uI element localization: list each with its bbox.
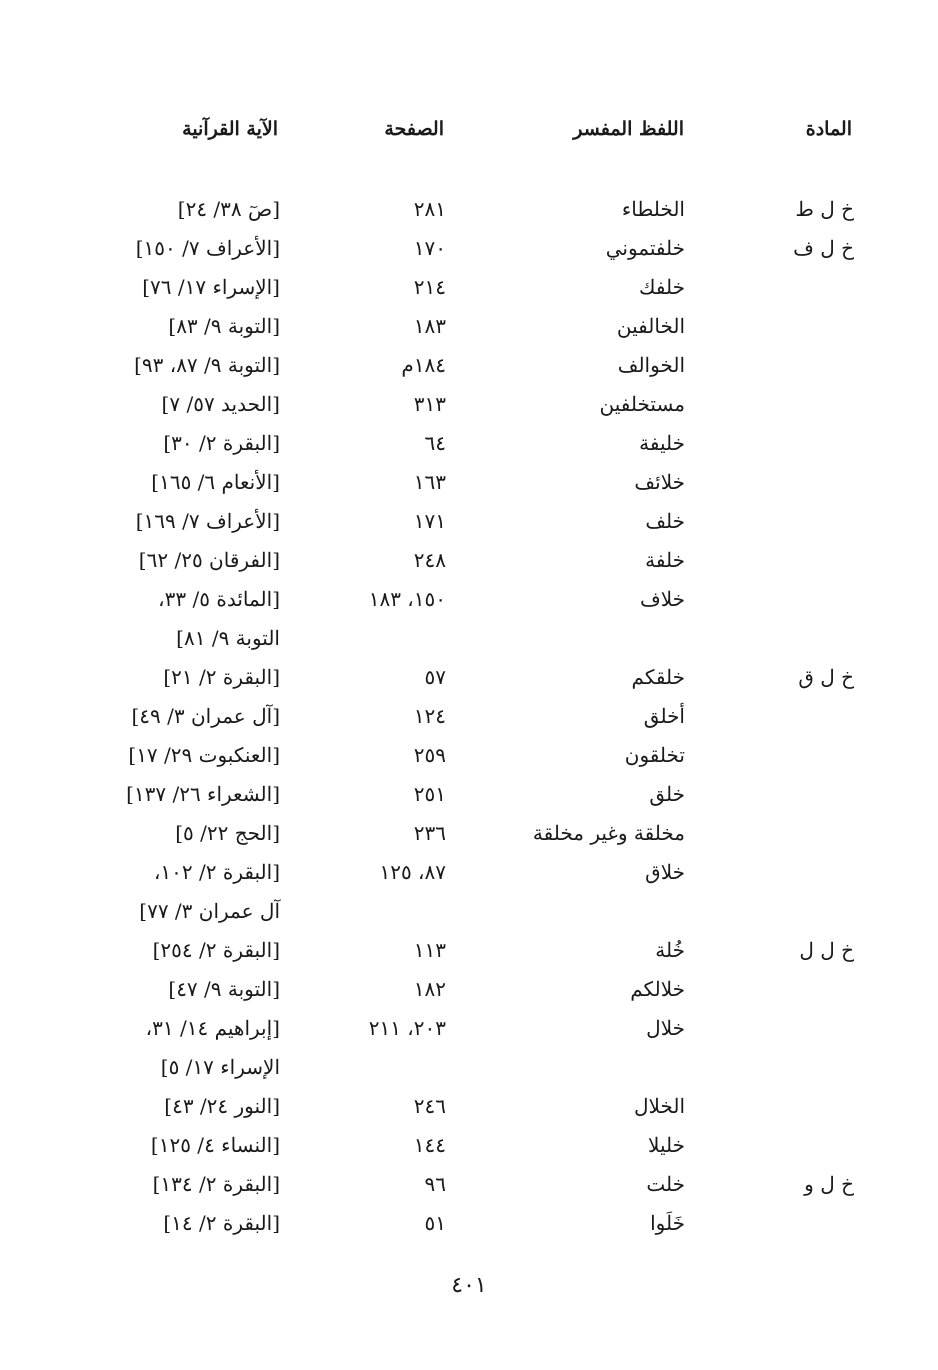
page-cell: ٢٥١ [413, 782, 446, 806]
table-row [0, 464, 938, 503]
page-cell: ١٥٠، ١٨٣ [368, 587, 446, 611]
word-cell: خلاف [639, 587, 685, 611]
word-cell: خلت [646, 1172, 685, 1196]
page-cell: ٣١٣ [413, 392, 446, 416]
table-row [0, 815, 938, 854]
table-row [0, 932, 938, 971]
page-cell: ٢١٤ [413, 275, 446, 299]
verse-cell: [إبراهيم ١٤/ ٣١، [145, 1016, 280, 1040]
word-cell: الخلال [633, 1094, 685, 1118]
verse-cell: [الحج ٢٢/ ٥] [175, 821, 280, 845]
word-cell: خلفك [639, 275, 685, 299]
table-row [0, 581, 938, 620]
page-cell: ١٨٢ [413, 977, 446, 1001]
table-row [0, 503, 938, 542]
index-table [0, 191, 938, 1244]
verse-cell: [المائدة ٥/ ٣٣، [158, 587, 280, 611]
page-cell: ٥٧ [424, 665, 446, 689]
page-cell: ٩٦ [424, 1172, 446, 1196]
page-cell: ٨٧، ١٢٥ [379, 860, 446, 884]
page-cell: ٢٨١ [413, 197, 446, 221]
table-row [0, 230, 938, 269]
table-row [0, 542, 938, 581]
word-cell: مخلقة وغير مخلقة [532, 821, 685, 845]
word-cell: الخلطاء [621, 197, 685, 221]
table-row [0, 971, 938, 1010]
word-cell: خلال [646, 1016, 685, 1040]
word-cell: خلق [649, 782, 685, 806]
table-row [0, 659, 938, 698]
page-cell: ١٢٤ [413, 704, 446, 728]
word-cell: خليلا [648, 1133, 685, 1157]
verse-cell: [الأعراف ٧/ ١٦٩] [135, 509, 280, 533]
verse-cell: [العنكبوت ٢٩/ ١٧] [128, 743, 280, 767]
table-row [0, 620, 938, 659]
word-cell: خلائف [634, 470, 685, 494]
page-cell: ١٨٤م [401, 353, 446, 377]
word-cell: الخوالف [617, 353, 685, 377]
word-cell: خلفتموني [605, 236, 685, 260]
page-cell: ٢٣٦ [413, 821, 446, 845]
table-row [0, 893, 938, 932]
root-cell: خ ل ف [793, 236, 854, 260]
word-cell: خَلَوا [650, 1211, 685, 1235]
header-page: الصفحة [384, 118, 444, 140]
verse-cell: [صٓ ٣٨/ ٢٤] [177, 197, 280, 221]
table-row [0, 1127, 938, 1166]
page-cell: ٦٤ [424, 431, 446, 455]
verse-cell: [الفرقان ٢٥/ ٦٢] [138, 548, 280, 572]
header-verse: الآية القرآنية [182, 118, 278, 140]
table-row [0, 1010, 938, 1049]
page-cell: ١٨٣ [413, 314, 446, 338]
verse-cell: [البقرة ٢/ ١٠٢، [153, 860, 280, 884]
page-cell: ٢٤٦ [413, 1094, 446, 1118]
table-row [0, 698, 938, 737]
verse-cell: [الحديد ٥٧/ ٧] [161, 392, 280, 416]
page-cell: ٢٥٩ [413, 743, 446, 767]
word-cell: مستخلفين [599, 392, 685, 416]
verse-cell: [التوبة ٩/ ٨٣] [168, 314, 280, 338]
word-cell: خلف [645, 509, 685, 533]
verse-cell: [التوبة ٩/ ٤٧] [168, 977, 280, 1001]
verse-cell: [الإسراء ١٧/ ٧٦] [142, 275, 280, 299]
table-row [0, 425, 938, 464]
verse-cell: آل عمران ٣/ ٧٧] [139, 899, 280, 923]
word-cell: خلالكم [630, 977, 685, 1001]
word-cell: تخلقون [624, 743, 685, 767]
word-cell: خُلة [655, 938, 685, 962]
word-cell: خلفة [645, 548, 685, 572]
verse-cell: [البقرة ٢/ ٢٥٤] [152, 938, 280, 962]
verse-cell: التوبة ٩/ ٨١] [176, 626, 280, 650]
verse-cell: [الأنعام ٦/ ١٦٥] [151, 470, 280, 494]
table-row [0, 191, 938, 230]
word-cell: خلقكم [631, 665, 685, 689]
table-row [0, 347, 938, 386]
header-root: المادة [805, 118, 852, 140]
verse-cell: [النساء ٤/ ١٢٥] [150, 1133, 280, 1157]
verse-cell: [النور ٢٤/ ٤٣] [164, 1094, 280, 1118]
page-cell: ٢٤٨ [413, 548, 446, 572]
table-row [0, 1088, 938, 1127]
verse-cell: [الشعراء ٢٦/ ١٣٧] [126, 782, 280, 806]
root-cell: خ ل ل [799, 938, 854, 962]
word-cell: خليفة [639, 431, 685, 455]
word-cell: أخلق [643, 704, 685, 728]
root-cell: خ ل ط [795, 197, 854, 221]
table-row [0, 308, 938, 347]
table-row [0, 269, 938, 308]
page-number: ٤٠١ [451, 1273, 487, 1298]
table-row [0, 1205, 938, 1244]
page-cell: ١٤٤ [413, 1133, 446, 1157]
verse-cell: [البقرة ٢/ ٢١] [163, 665, 280, 689]
page-cell: ١٦٣ [413, 470, 446, 494]
verse-cell: [البقرة ٢/ ١٤] [163, 1211, 280, 1235]
verse-cell: [آل عمران ٣/ ٤٩] [131, 704, 280, 728]
page-cell: ١١٣ [413, 938, 446, 962]
word-cell: الخالفين [616, 314, 685, 338]
table-row [0, 737, 938, 776]
page-cell: ١٧٠ [413, 236, 446, 260]
verse-cell: [البقرة ٢/ ٣٠] [163, 431, 280, 455]
verse-cell: الإسراء ١٧/ ٥] [160, 1055, 280, 1079]
table-row [0, 776, 938, 815]
root-cell: خ ل و [804, 1172, 854, 1196]
header-word: اللفظ المفسر [573, 118, 684, 140]
verse-cell: [الأعراف ٧/ ١٥٠] [135, 236, 280, 260]
verse-cell: [البقرة ٢/ ١٣٤] [152, 1172, 280, 1196]
table-row [0, 1166, 938, 1205]
page-cell: ٥١ [424, 1211, 446, 1235]
table-row [0, 386, 938, 425]
verse-cell: [التوبة ٩/ ٨٧، ٩٣] [134, 353, 280, 377]
page-cell: ٢٠٣، ٢١١ [368, 1016, 446, 1040]
table-row [0, 1049, 938, 1088]
word-cell: خلاق [645, 860, 685, 884]
root-cell: خ ل ق [798, 665, 854, 689]
page-cell: ١٧١ [413, 509, 446, 533]
table-row [0, 854, 938, 893]
